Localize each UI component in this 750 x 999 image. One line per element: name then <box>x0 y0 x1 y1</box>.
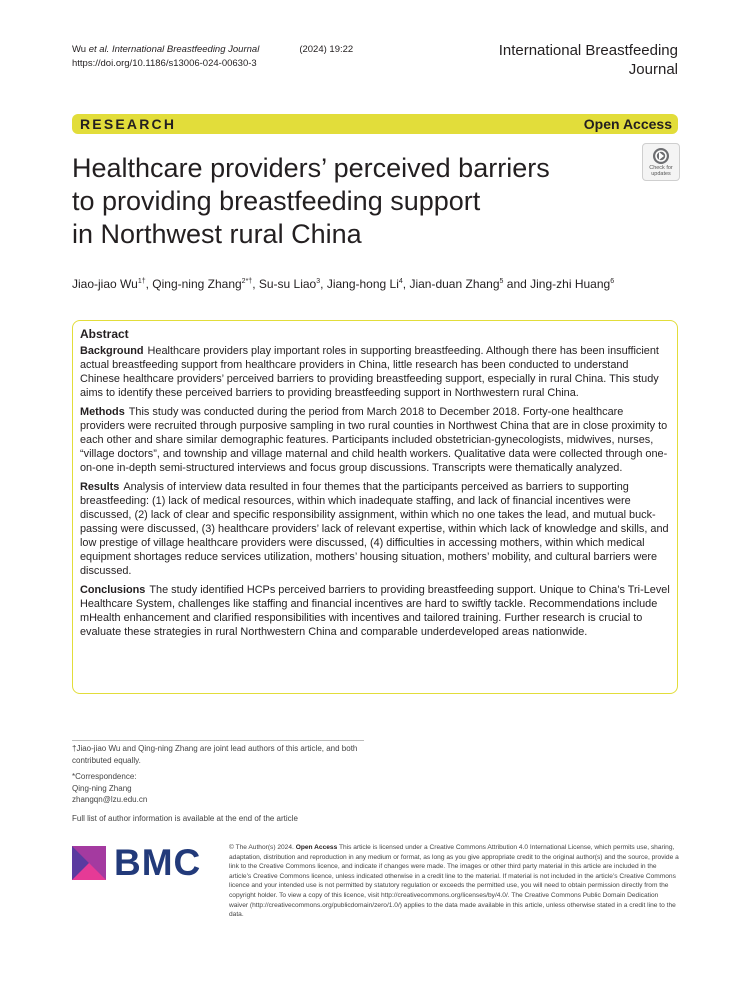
abstract-methods: Methods This study was conducted during the period from March 2018 to December 2018. Forty-one healthcare providers were recruited through purposive sampling in two rural counties in Northwest China that are in close proximity to each other and share similar demographic features. Participants included obstetrician-gynecologists, midwives, nurses, “village doctors”, and township and village maternal and child health workers. Qualitative data were collected through one-on-one in-depth semi-structured interviews and focus group discussions. Transcripts were thematically analyzed. <box>80 406 668 474</box>
author[interactable]: Jing-zhi Huang$^6$ <box>530 277 615 291</box>
section-label: Methods <box>80 406 125 418</box>
title-line-2: to providing breastfeeding support <box>72 186 481 216</box>
citation-line <box>72 43 353 57</box>
author-list: Jiao-jiao $Wu^{1\dagger}$, Qing-ning Zhang$^{2*\dagger}$, Su-su Liao$^3$, Jiang-hong Li$^4$, Jian-duan Zhang$^5$ and Jing-zhi Huang$^6$ <box>72 277 615 291</box>
abstract-results: Results Analysis of interview data resulted in four themes that the participants perceived as barriers to supporting breastfeeding: (1) lack of medical resources, within which inadequate staffing, and lack of financial incentives were discussed, (2) lack of clear and specific responsibility assignment, within which no one takes the lead, and mutual buck-passing were discussed, (3) healthcare providers’ lack of relevant expertise, within which lack of knowledge and skills, and low prestige of village healthcare providers were discussed, (4) difficulties in accessing mothers, within which medical equipment shortages reduce services utilization, mothers’ housing situation, mothers’ mobility, and cultural barriers were discussed. <box>80 481 669 577</box>
correspondence-block <box>72 771 372 806</box>
abstract-heading: Abstract <box>80 327 129 341</box>
author[interactable]: Qing-ning Zhang$^{2*\dagger}$ <box>152 277 253 291</box>
title-line-3: in Northwest rural China <box>72 219 362 249</box>
correspondence-name: Qing-ning Zhang <box>72 783 132 793</box>
bmc-logo-mark-icon <box>72 846 106 880</box>
abstract-background: Background Healthcare providers play important roles in supporting breastfeeding. Although there has been insufficient actual breastfeeding support from healthcare providers in China, little research has been conducted to understand Chinese healthcare providers’ perceived barriers to providing breastfeeding support, especially in rural China. This study aims to identify these perceived barriers to providing breastfeeding support in Northwestern rural China. <box>80 345 659 399</box>
bmc-logo-text: BMC <box>114 842 202 883</box>
section-label: Conclusions <box>80 584 146 596</box>
author[interactable]: Jian-duan Zhang$^5$ <box>409 277 504 291</box>
author[interactable]: Su-su Liao$^3$ <box>258 277 321 291</box>
open-access-label: Open Access <box>583 116 672 132</box>
license-statement: © The Author(s) 2024. Open Access This article is licensed under a Creative Commons Attribution 4.0 International License, which permits use, sharing, adaptation, distribution and reproduction in any medium or format, as long as you give appropriate credit to the original author(s) and the source, provide a link to the Creative Commons licence, and indicate if changes were made. The images or other third party material in this article are included in the article’s Creative Commons licence, unless indicated otherwise in a credit line to the material. If material is not included in the article’s Creative Commons licence and your intended use is not permitted by statutory regulation or exceeds the permitted use, you will need to obtain permission directly from the copyright holder. To view a copy of this licence, visit http://creativecommons.org/licenses/by/4.0/. The Creative Commons Public Domain Dedication waiver (http://creativecommons.org/publicdomain/zero/1.0/) applies to the data made available in this article, unless otherwise stated in a credit line to the data. <box>229 844 679 919</box>
section-label: Results <box>80 481 120 493</box>
article-title <box>72 152 592 251</box>
bmc-logo <box>72 842 206 886</box>
article-type-label: RESEARCH <box>80 116 177 132</box>
journal-name <box>458 41 678 79</box>
check-updates-line1: Check for <box>649 165 673 171</box>
author[interactable]: Jiao-jiao $Wu^{1\dagger}$ <box>72 277 146 291</box>
check-for-updates-button[interactable] <box>642 143 680 181</box>
doi-link[interactable]: https://doi.org/10.1186/s13006-024-00630-3 <box>72 58 257 69</box>
journal-name-line1: International Breastfeeding <box>498 42 678 59</box>
correspondence-label: *Correspondence: <box>72 772 137 781</box>
author[interactable]: Jiang-hong Li$^4$ <box>326 277 403 291</box>
section-label: Background <box>80 345 144 357</box>
joint-author-note: †Jiao-jiao Wu and Qing-ning Zhang are joint lead authors of this article, and both contributed equally. <box>72 744 358 765</box>
check-updates-icon <box>652 147 670 165</box>
footnote-divider <box>72 740 364 741</box>
correspondence-email[interactable]: zhangqn@lzu.edu.cn <box>72 795 148 804</box>
journal-name-line2: Journal <box>628 61 678 78</box>
abstract-conclusions: Conclusions The study identified HCPs perceived barriers to providing breastfeeding support. Unique to China’s Tri-Level Healthcare System, challenges like staffing and financial incentives are hard to swiftly tackle. Recommendations include mHealth enhancement and clarified responsibilities with incentives and tailored training. Further research is crucial to evaluate these strategies in rural Northwestern China and comparable underdeveloped areas nationwide. <box>80 584 670 638</box>
citation-year: (2024) 19:22 <box>299 44 354 55</box>
citation-journal: et al. International Breastfeeding Journal <box>88 44 260 55</box>
check-updates-line2: updates <box>651 171 671 177</box>
section-banner <box>72 114 678 134</box>
author-info-note: Full list of author information is available at the end of the article <box>72 814 298 823</box>
citation-block <box>72 43 353 71</box>
citation-authors: Wu <box>72 44 89 55</box>
license-open-access: Open Access <box>295 844 338 851</box>
title-line-1: Healthcare providers’ perceived barriers <box>72 153 550 183</box>
abstract-box <box>72 320 678 694</box>
